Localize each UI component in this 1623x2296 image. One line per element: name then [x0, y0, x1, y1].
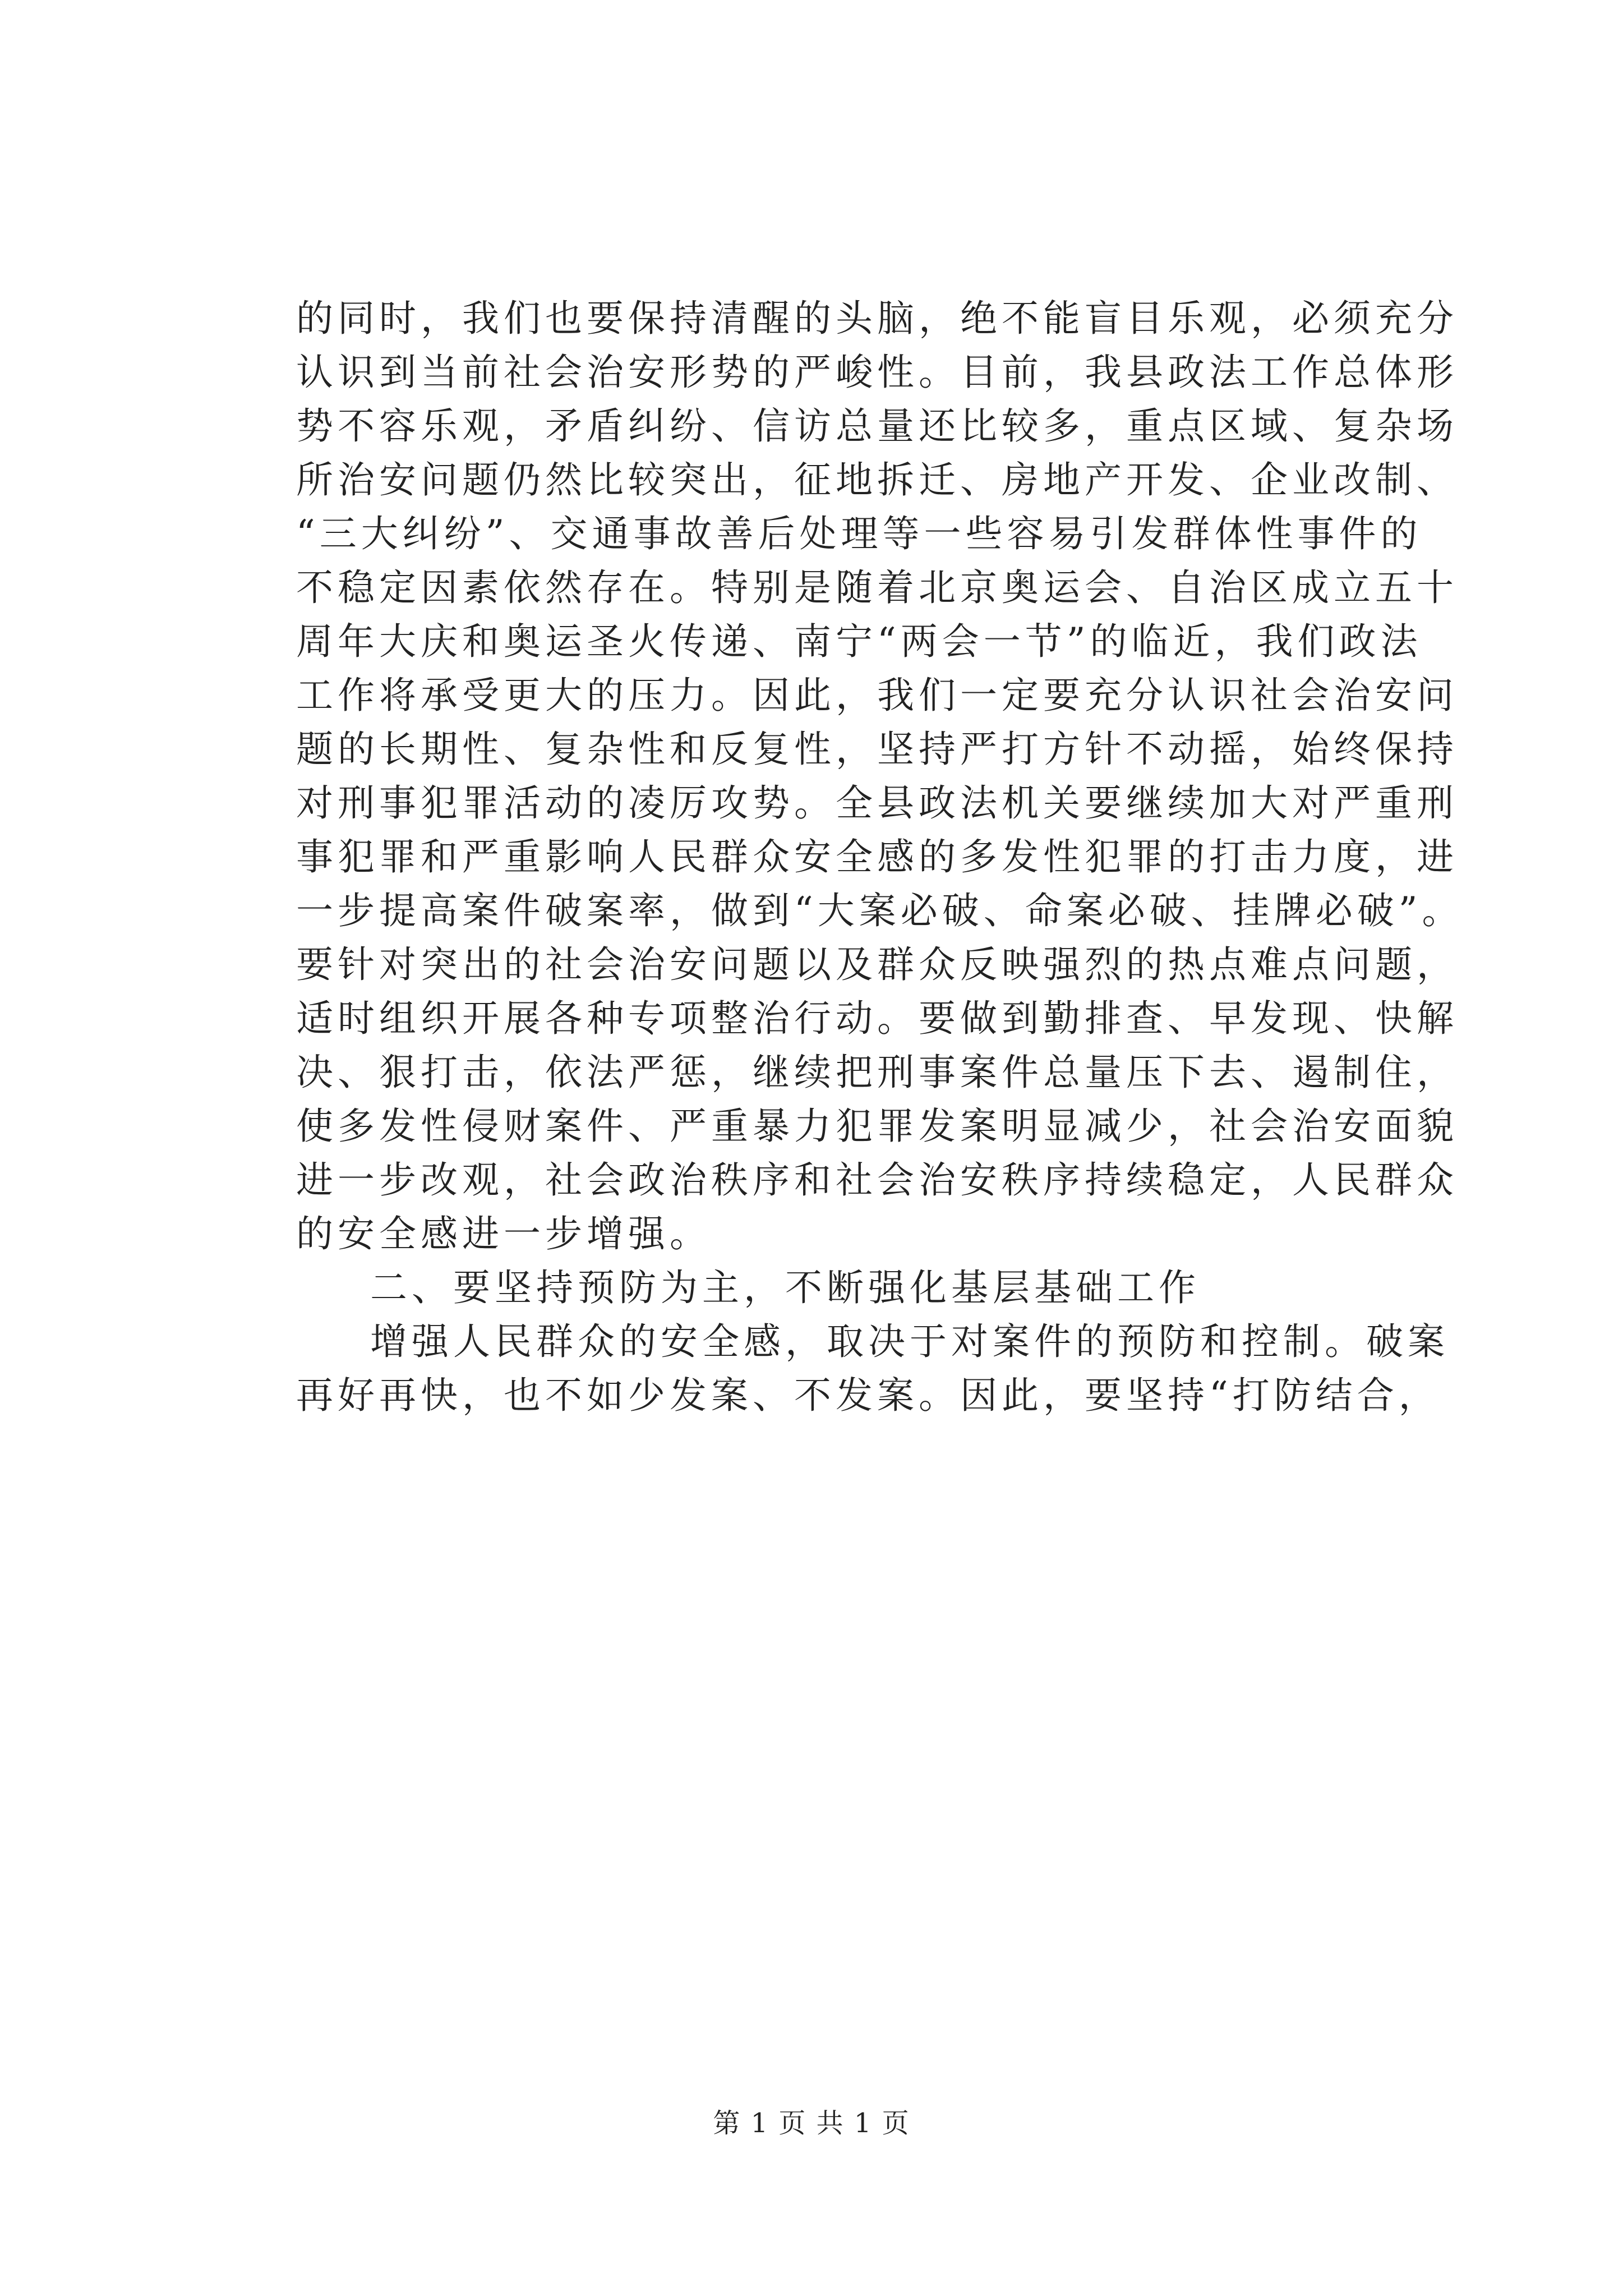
text-line: 要针对突出的社会治安问题以及群众反映强烈的热点难点问题，: [296, 943, 1458, 986]
text-line: 适时组织开展各种专项整治行动。要做到勤排查、早发现、快解: [296, 997, 1458, 1040]
text-line: 所治安问题仍然比较突出，征地拆迁、房地产开发、企业改制、: [296, 458, 1458, 501]
text-line: 不稳定因素依然存在。特别是随着北京奥运会、自治区成立五十: [296, 566, 1458, 609]
text-line: 认识到当前社会治安形势的严峻性。目前，我县政法工作总体形: [296, 351, 1458, 394]
text-line: 事犯罪和严重影响人民群众安全感的多发性犯罪的打击力度，进: [296, 835, 1458, 878]
text-line: 对刑事犯罪活动的凌厉攻势。全县政法机关要继续加大对严重刑: [296, 781, 1458, 825]
text-line: 一步提高案件破案率，做到“大案必破、命案必破、挂牌必破”。: [296, 889, 1464, 932]
text-line: 的安全感进一步增强。: [296, 1212, 711, 1255]
section-heading: 二、要坚持预防为主，不断强化基层基础工作: [370, 1266, 1200, 1309]
text-line: 工作将承受更大的压力。因此，我们一定要充分认识社会治安问: [296, 674, 1458, 717]
text-line: 进一步改观，社会政治秩序和社会治安秩序持续稳定，人民群众: [296, 1158, 1458, 1202]
body-text: [296, 292, 1464, 1423]
text-line: 周年大庆和奥运圣火传递、南宁“两会一节”的临近，我们政法: [296, 620, 1422, 663]
text-line: 题的长期性、复杂性和反复性，坚持严打方针不动摇，始终保持: [296, 728, 1458, 771]
page-number-footer: 第 1 页 共 1 页: [713, 2108, 910, 2139]
text-line: 决、狠打击，依法严惩，继续把刑事案件总量压下去、遏制住，: [296, 1051, 1458, 1094]
text-line: 增强人民群众的安全感，取决于对案件的预防和控制。破案: [370, 1320, 1449, 1363]
text-line: 势不容乐观，矛盾纠纷、信访总量还比较多，重点区域、复杂场: [296, 404, 1458, 448]
text-line: 使多发性侵财案件、严重暴力犯罪发案明显减少，社会治安面貌: [296, 1105, 1458, 1148]
text-line: 的同时，我们也要保持清醒的头脑，绝不能盲目乐观，必须充分: [296, 297, 1458, 340]
text-line: “三大纠纷”、交通事故善后处理等一些容易引发群体性事件的: [296, 512, 1422, 555]
text-line: 再好再快，也不如少发案、不发案。因此，要坚持“打防结合，: [296, 1374, 1440, 1417]
